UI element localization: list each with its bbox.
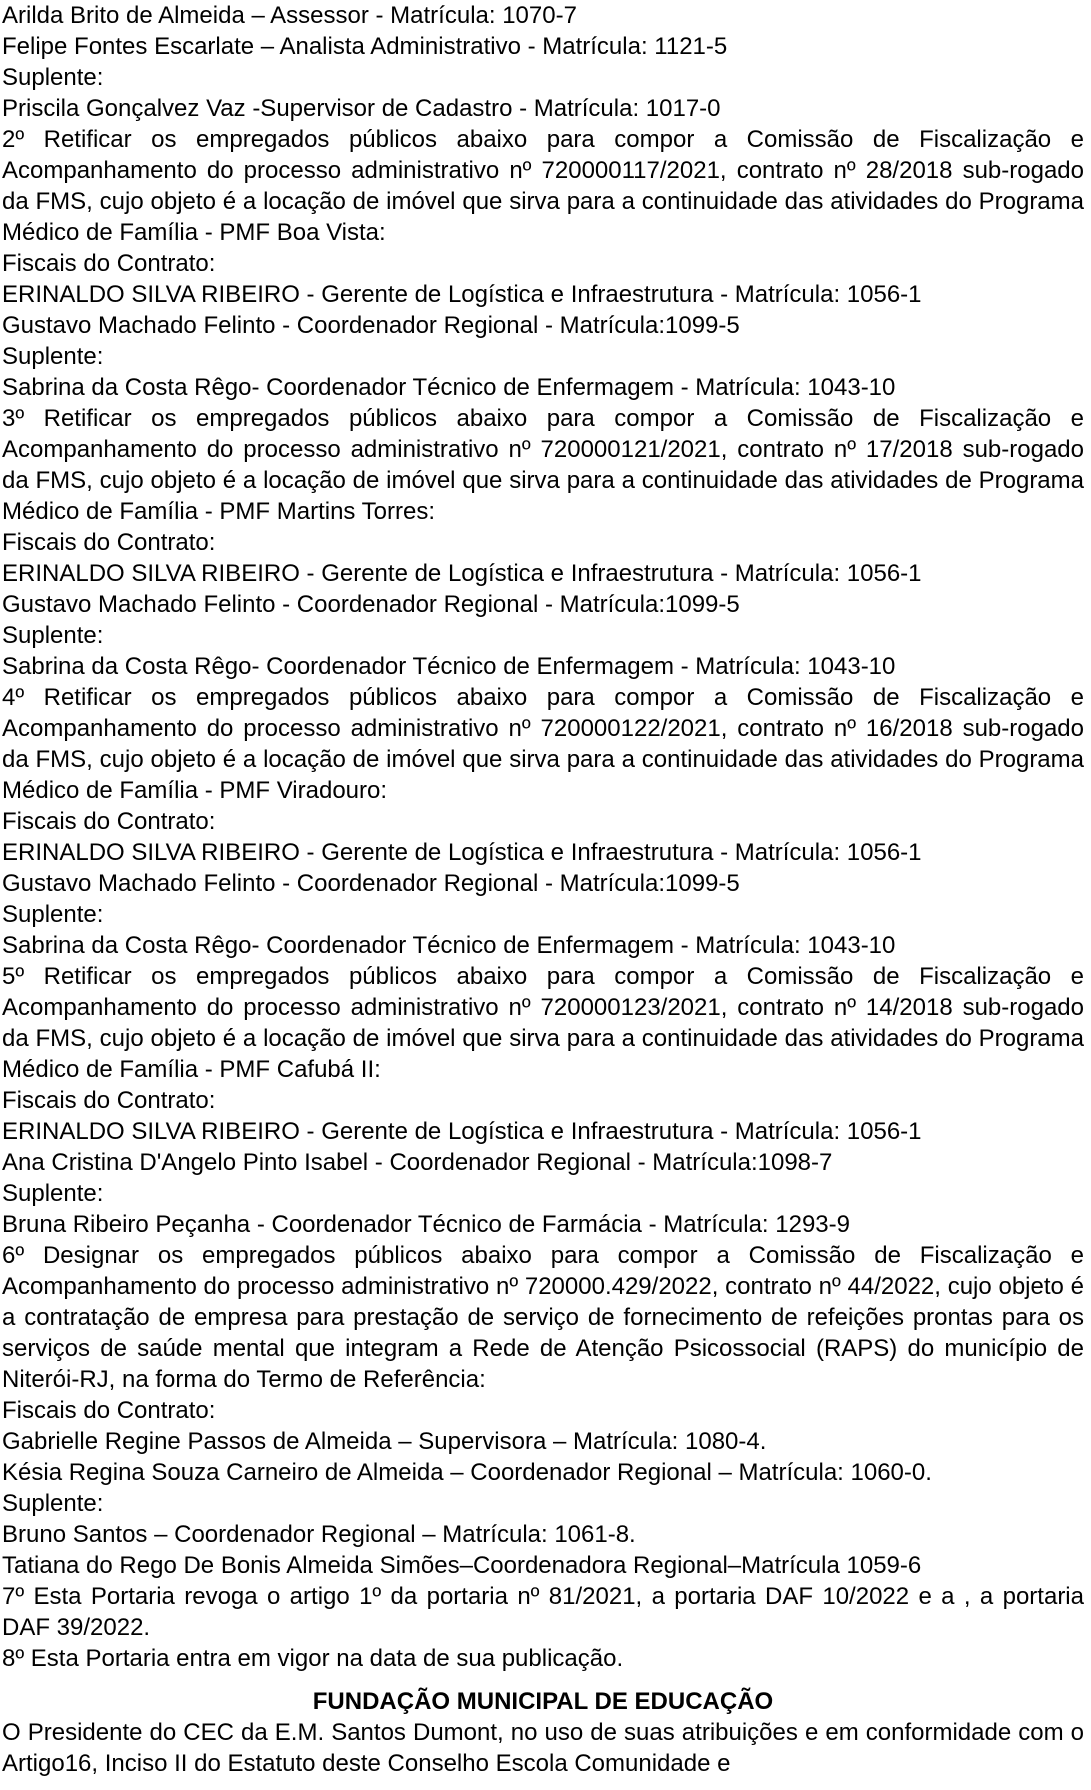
document-paragraph: Gabrielle Regine Passos de Almeida – Supervisora – Matrícula: 1080-4. [2, 1428, 767, 1455]
document-paragraph: Bruna Ribeiro Peçanha - Coordenador Técnico de Farmácia - Matrícula: 1293-9 [2, 1211, 850, 1238]
document-paragraph: Bruno Santos – Coordenador Regional – Matrícula: 1061-8. [2, 1521, 636, 1548]
document-paragraph: Fiscais do Contrato: [2, 250, 216, 277]
document-paragraph: Fiscais do Contrato: [2, 529, 216, 556]
document-paragraph: 6º Designar os empregados públicos abaixo para compor a Comissão de Fiscalização e Acompanhamento do processo administrativo nº 720000.429/2022, contrato nº 44/2022, cujo objeto é a contratação de empresa para prestação de serviço de fornecimento de refeições prontas para os serviços de saúde mental que integram a Rede de Atenção Psicossocial (RAPS) do município de Niterói-RJ, na forma do Termo de Referência: [2, 1242, 1084, 1393]
document-paragraph: Suplente: [2, 343, 104, 370]
document-paragraph: Suplente: [2, 1490, 104, 1517]
document-paragraph: 3º Retificar os empregados públicos abaixo para compor a Comissão de Fiscalização e Acompanhamento do processo administrativo nº 720000121/2021, contrato nº 17/2018 sub-rogado da FMS, cujo objeto é a locação de imóvel que sirva para a continuidade das atividades de Programa Médico de Família - PMF Martins Torres: [2, 405, 1084, 525]
document-paragraph: Felipe Fontes Escarlate – Analista Administrativo - Matrícula: 1121-5 [2, 33, 728, 60]
section-heading: FUNDAÇÃO MUNICIPAL DE EDUCAÇÃO [312, 1688, 774, 1715]
document-paragraph: Sabrina da Costa Rêgo- Coordenador Técnico de Enfermagem - Matrícula: 1043-10 [2, 653, 896, 680]
document-paragraph: Suplente: [2, 901, 104, 928]
document-paragraph: 8º Esta Portaria entra em vigor na data de sua publicação. [2, 1645, 624, 1672]
document-paragraph: ERINALDO SILVA RIBEIRO - Gerente de Logística e Infraestrutura - Matrícula: 1056-1 [2, 839, 922, 866]
document-paragraph: Tatiana do Rego De Bonis Almeida Simões–Coordenadora Regional–Matrícula 1059-6 [2, 1552, 922, 1579]
document-paragraph: 5º Retificar os empregados públicos abaixo para compor a Comissão de Fiscalização e Acompanhamento do processo administrativo nº 720000123/2021, contrato nº 14/2018 sub-rogado da FMS, cujo objeto é a locação de imóvel que sirva para a continuidade das atividades do Programa Médico de Família - PMF Cafubá II: [2, 963, 1084, 1083]
document-paragraph: 7º Esta Portaria revoga o artigo 1º da portaria nº 81/2021, a portaria DAF 10/2022 e a , a portaria DAF 39/2022. [2, 1583, 1084, 1641]
document-paragraph: Sabrina da Costa Rêgo- Coordenador Técnico de Enfermagem - Matrícula: 1043-10 [2, 932, 896, 959]
document-paragraph: Priscila Gonçalvez Vaz -Supervisor de Cadastro - Matrícula: 1017-0 [2, 95, 721, 122]
document-paragraph: Gustavo Machado Felinto - Coordenador Regional - Matrícula:1099-5 [2, 591, 740, 618]
document-paragraph: Fiscais do Contrato: [2, 808, 216, 835]
document-paragraph: Sabrina da Costa Rêgo- Coordenador Técnico de Enfermagem - Matrícula: 1043-10 [2, 374, 896, 401]
document-paragraph: Suplente: [2, 1180, 104, 1207]
document-paragraph: Késia Regina Souza Carneiro de Almeida – Coordenador Regional – Matrícula: 1060-0. [2, 1459, 932, 1486]
document-paragraph: ERINALDO SILVA RIBEIRO - Gerente de Logística e Infraestrutura - Matrícula: 1056-1 [2, 1118, 922, 1145]
document-paragraph: Suplente: [2, 64, 104, 91]
document-paragraph: 4º Retificar os empregados públicos abaixo para compor a Comissão de Fiscalização e Acompanhamento do processo administrativo nº 720000122/2021, contrato nº 16/2018 sub-rogado da FMS, cujo objeto é a locação de imóvel que sirva para a continuidade das atividades do Programa Médico de Família - PMF Viradouro: [2, 684, 1084, 804]
document-paragraph: Gustavo Machado Felinto - Coordenador Regional - Matrícula:1099-5 [2, 312, 740, 339]
document-paragraph: Ana Cristina D'Angelo Pinto Isabel - Coordenador Regional - Matrícula:1098-7 [2, 1149, 833, 1176]
document-paragraph: O Presidente do CEC da E.M. Santos Dumont, no uso de suas atribuições e em conformidade com o Artigo16, Inciso II do Estatuto deste Conselho Escola Comunidade e [2, 1719, 1084, 1777]
document-paragraph: 2º Retificar os empregados públicos abaixo para compor a Comissão de Fiscalização e Acompanhamento do processo administrativo nº 720000117/2021, contrato nº 28/2018 sub-rogado da FMS, cujo objeto é a locação de imóvel que sirva para a continuidade das atividades do Programa Médico de Família - PMF Boa Vista: [2, 126, 1084, 246]
document-paragraph: ERINALDO SILVA RIBEIRO - Gerente de Logística e Infraestrutura - Matrícula: 1056-1 [2, 281, 922, 308]
document-paragraph: Fiscais do Contrato: [2, 1087, 216, 1114]
document-paragraph: Fiscais do Contrato: [2, 1397, 216, 1424]
document-paragraph: Arilda Brito de Almeida – Assessor - Matrícula: 1070-7 [2, 2, 577, 29]
document-paragraph: Gustavo Machado Felinto - Coordenador Regional - Matrícula:1099-5 [2, 870, 740, 897]
document-paragraph: Suplente: [2, 622, 104, 649]
document-paragraph: ERINALDO SILVA RIBEIRO - Gerente de Logística e Infraestrutura - Matrícula: 1056-1 [2, 560, 922, 587]
